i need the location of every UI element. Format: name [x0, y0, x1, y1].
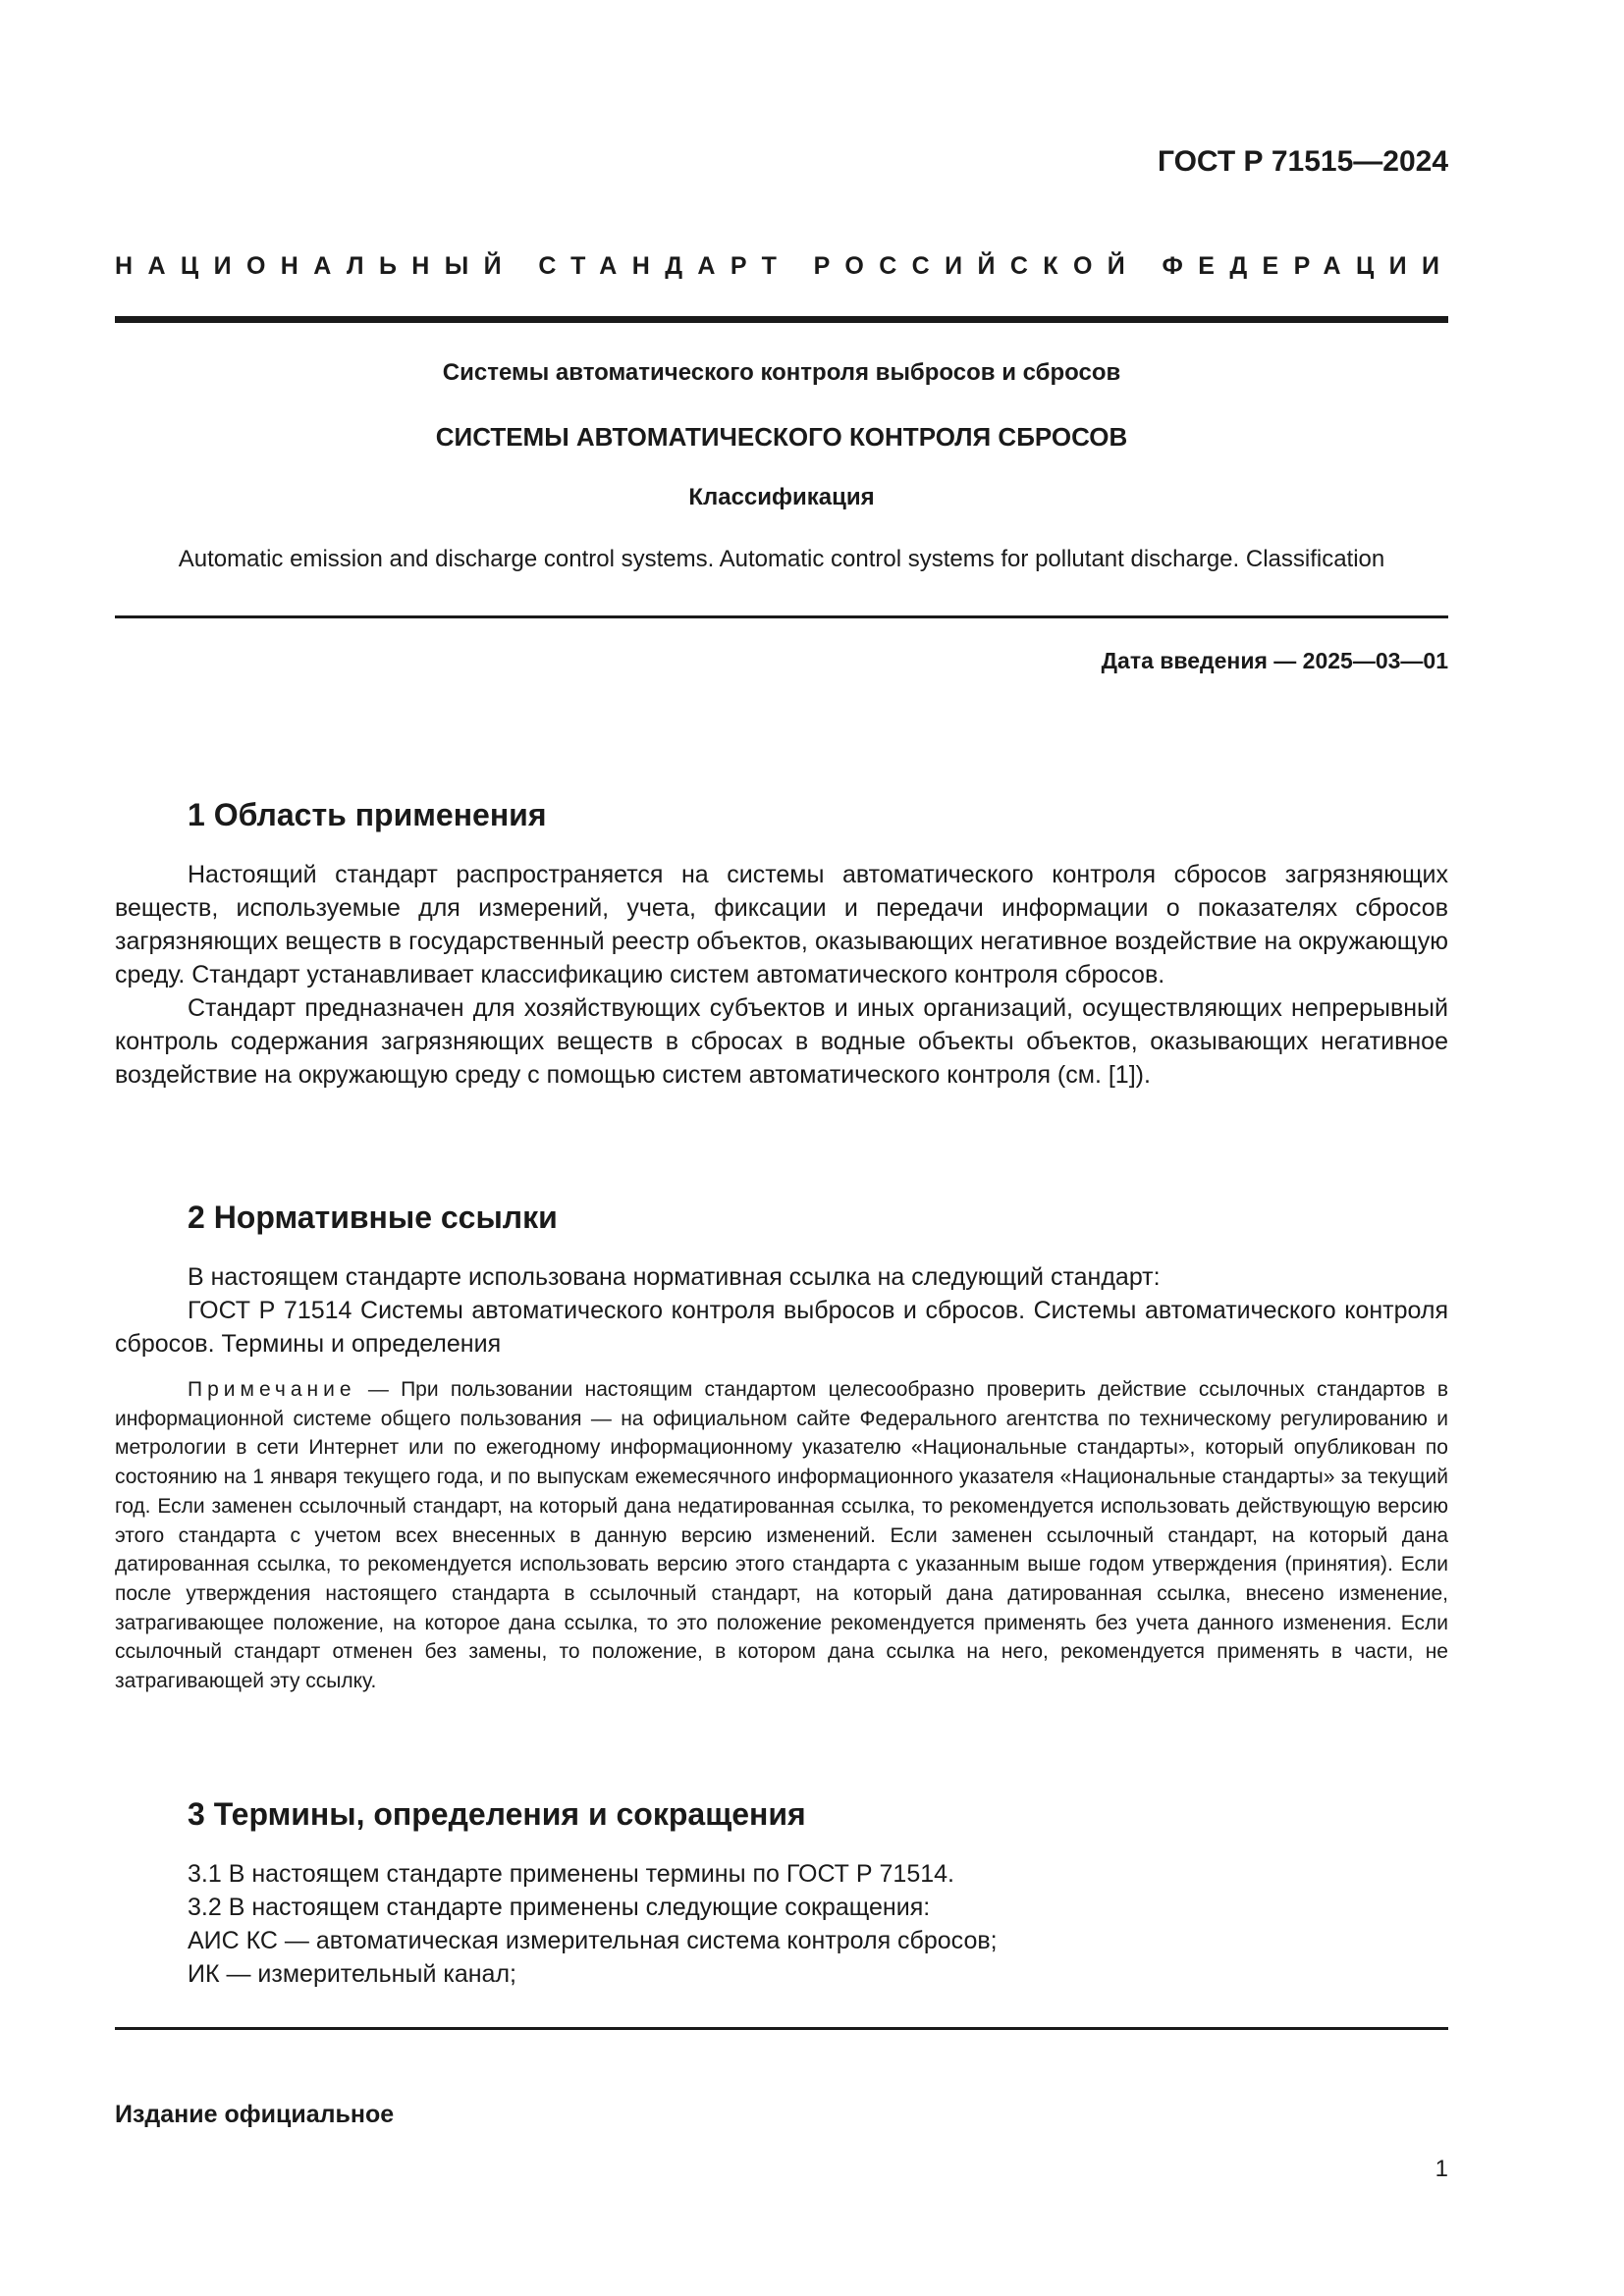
title-part: Классификация [688, 484, 875, 510]
note-block [115, 1375, 1448, 1696]
document-number: ГОСТ Р 71515—2024 [1157, 145, 1448, 178]
section-2-reference: ГОСТ Р 71514 Системы автоматического контроля выбросов и сбросов. Системы автоматического контроля сбросов. Термины и определения [115, 1297, 1448, 1358]
section-1-body [115, 858, 1448, 1092]
section-2-heading: 2 Нормативные ссылки [188, 1200, 558, 1235]
section-3-body [115, 1857, 1448, 1991]
abbreviation-item: ИК — измерительный канал; [188, 1960, 516, 1988]
title-english: Automatic emission and discharge control systems. Automatic control systems for pollutant discharge. Classification [178, 546, 1385, 572]
abbreviation-item: АИС КС — автоматическая измерительная система контроля сбросов; [188, 1927, 998, 1954]
section-2-paragraph: В настоящем стандарте использована нормативная ссылка на следующий стандарт: [188, 1263, 1161, 1291]
edition-label: Издание официальное [115, 2101, 395, 2128]
intro-date: Дата введения — 2025—03—01 [1101, 648, 1448, 673]
section-3-heading: 3 Термины, определения и сокращения [188, 1796, 806, 1832]
note-text: — При пользовании настоящим стандартом целесообразно проверить действие ссылочных стандартов в информационной системе общего пользования — на официальном сайте Федерального агентства по техническому регулированию и метрологии в сети Интернет или по ежегодному информационному указателю «Национальные стандарты», который опубликован по состоянию на 1 января текущего года, и по выпускам ежемесячного информационного указателя «Национальные стандарты» за текущий год. Если заменен ссылочный стандарт, на который дана недатированная ссылка, то рекомендуется использовать действующую версию этого стандарта с учетом всех внесенных в данную версию изменений. Если заменен ссылочный стандарт, на который дана датированная ссылка, то рекомендуется использовать версию этого стандарта с указанным выше годом утверждения (принятия). Если после утверждения настоящего стандарта в ссылочный стандарт, на который дана датированная ссылка, внесено изменение, затрагивающее положение, на которое дана ссылка, то это положение рекомендуется применять без учета данного изменения. Если ссылочный стандарт отменен без замены, то положение, в котором дана ссылка на него, рекомендуется применять в части, не затрагивающей эту ссылку. [115, 1378, 1448, 1693]
title-main: СИСТЕМЫ АВТОМАТИЧЕСКОГО КОНТРОЛЯ СБРОСОВ [435, 422, 1128, 452]
section-1-paragraph: Настоящий стандарт распространяется на системы автоматического контроля сбросов загрязняющих веществ, используемые для измерений, учета, фиксации и передачи информации о показателях сбросов загрязняющих веществ в государственный реестр объектов, оказывающих негативное воздействие на окружающую среду. Стандарт устанавливает классификацию систем автоматического контроля сбросов. [115, 861, 1448, 988]
section-2-body [115, 1260, 1448, 1361]
section-1-heading: 1 Область применения [188, 797, 547, 832]
national-standard-banner: НАЦИОНАЛЬНЫЙ СТАНДАРТ РОССИЙСКОЙ ФЕДЕРАЦИИ [115, 252, 1455, 280]
title-group: Системы автоматического контроля выбросов и сбросов [442, 359, 1121, 386]
section-3-paragraph: 3.1 В настоящем стандарте применены термины по ГОСТ Р 71514. [188, 1860, 954, 1888]
note-label: Примечание [188, 1378, 356, 1401]
title-divider [115, 615, 1448, 618]
footer-divider [115, 2027, 1448, 2030]
header-divider [115, 316, 1448, 323]
page-number: 1 [1435, 2156, 1448, 2182]
section-3-paragraph: 3.2 В настоящем стандарте применены следующие сокращения: [188, 1894, 931, 1921]
section-1-paragraph: Стандарт предназначен для хозяйствующих субъектов и иных организаций, осуществляющих непрерывный контроль содержания загрязняющих веществ в сбросах в водные объекты объектов, оказывающих негативное воздействие на окружающую среду с помощью систем автоматического контроля (см. [1]). [115, 994, 1448, 1089]
